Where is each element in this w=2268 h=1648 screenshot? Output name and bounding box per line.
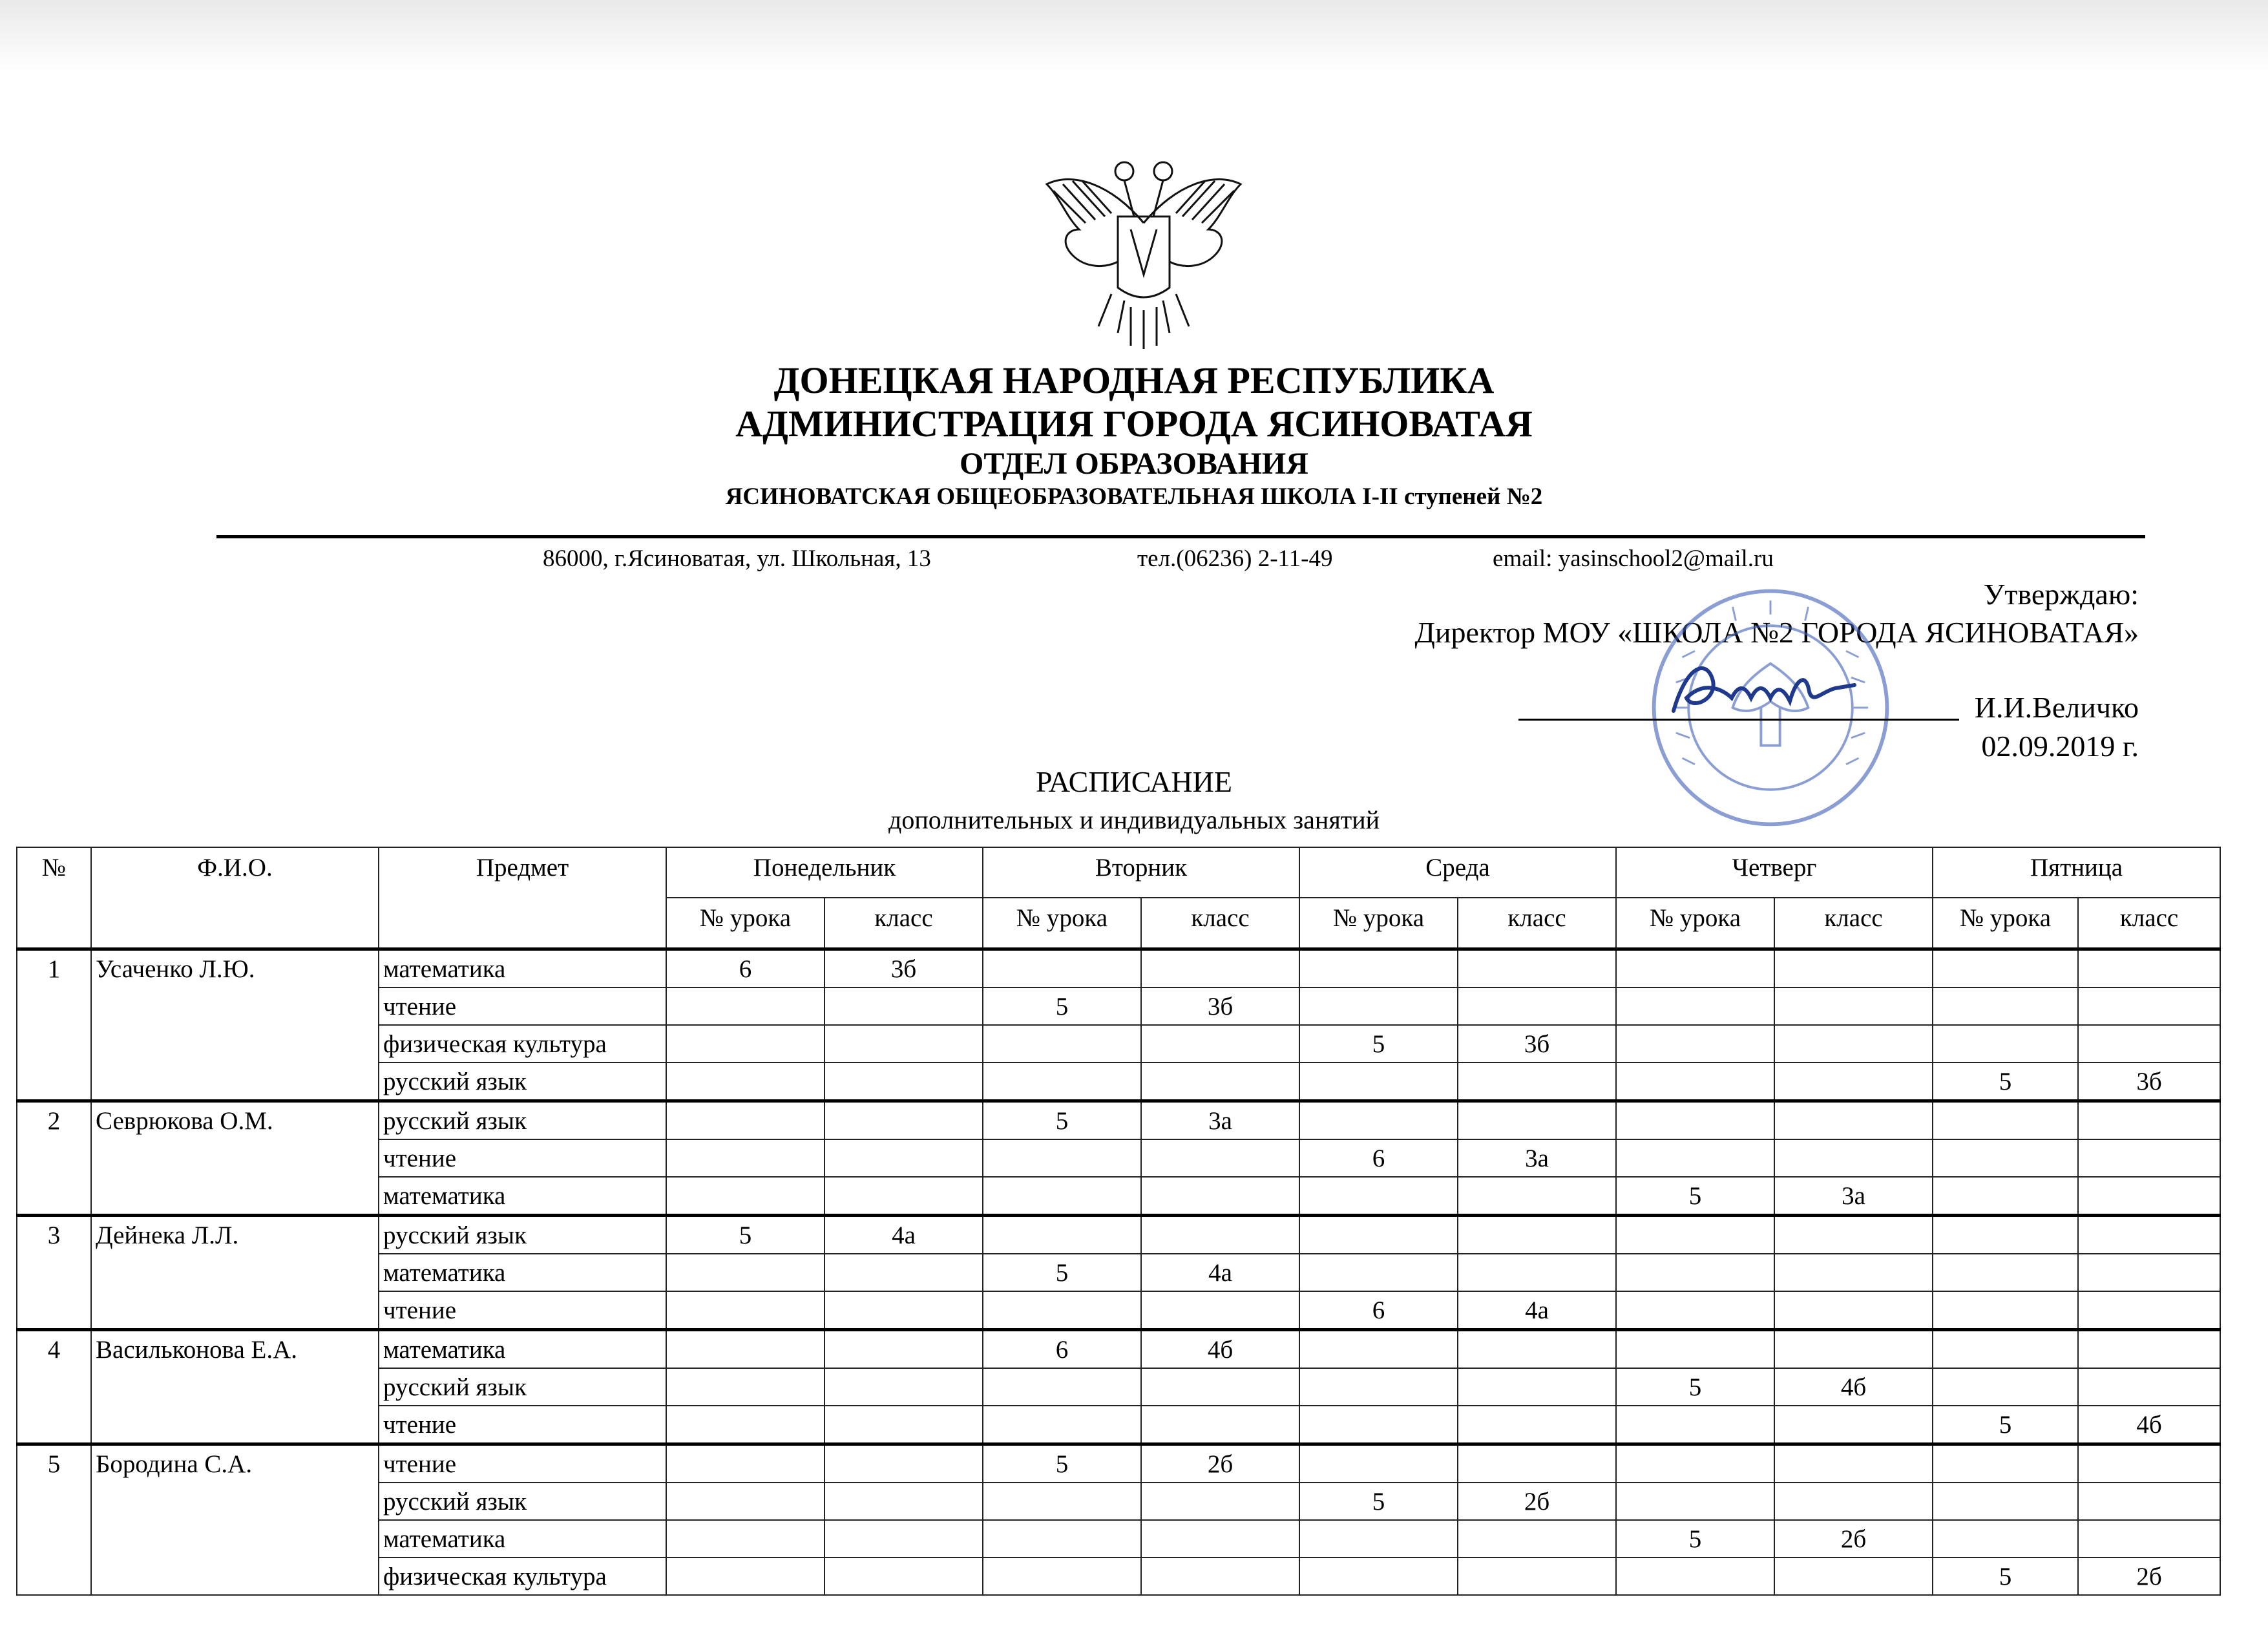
class-cell: [2078, 1483, 2220, 1520]
lesson-number-cell: [1616, 1444, 1774, 1483]
class-cell: [1458, 1254, 1616, 1291]
class-cell: [1458, 1368, 1616, 1406]
lesson-number-cell: 5: [1299, 1483, 1458, 1520]
class-cell: 3б: [1141, 988, 1299, 1025]
lesson-number-cell: 5: [1933, 1558, 2078, 1595]
class-cell: 4б: [1141, 1330, 1299, 1369]
lesson-number-cell: [1299, 988, 1458, 1025]
lesson-number-cell: 5: [666, 1216, 824, 1254]
class-cell: [1774, 1062, 1933, 1101]
header-subject: Предмет: [379, 847, 666, 949]
subject-cell: чтение: [379, 1139, 666, 1177]
class-cell: [1774, 949, 1933, 988]
lesson-number-cell: [983, 1406, 1141, 1444]
class-cell: [824, 1368, 983, 1406]
lesson-number-cell: [1299, 1062, 1458, 1101]
lesson-number-cell: 5: [1616, 1368, 1774, 1406]
school-phone: тел.(06236) 2-11-49: [1137, 545, 1333, 572]
lesson-number-cell: [1933, 1177, 2078, 1216]
subject-cell: русский язык: [379, 1483, 666, 1520]
lesson-number-cell: [983, 1558, 1141, 1595]
header-day: Среда: [1299, 847, 1616, 898]
class-cell: [824, 1406, 983, 1444]
lesson-number-cell: [1933, 1330, 2078, 1369]
header-class: класс: [2078, 898, 2220, 949]
class-cell: 4а: [1458, 1291, 1616, 1330]
class-cell: [2078, 1520, 2220, 1558]
header-row-days: [17, 847, 2220, 898]
teacher-name: Севрюкова О.М.: [91, 1101, 379, 1216]
approval-date: 02.09.2019 г.: [1981, 730, 2139, 763]
lesson-number-cell: [1933, 1444, 2078, 1483]
class-cell: [2078, 1025, 2220, 1062]
school-address: 86000, г.Ясиноватая, ул. Школьная, 13: [543, 545, 931, 572]
teacher-number: 5: [17, 1444, 91, 1596]
class-cell: [1141, 1520, 1299, 1558]
table-row: [17, 1330, 2220, 1369]
lesson-number-cell: [1299, 1177, 1458, 1216]
class-cell: [1774, 1216, 1933, 1254]
lesson-number-cell: [666, 1139, 824, 1177]
class-cell: [824, 1139, 983, 1177]
teacher-name: Дейнека Л.Л.: [91, 1216, 379, 1330]
lesson-number-cell: [666, 1406, 824, 1444]
lesson-number-cell: [1616, 1216, 1774, 1254]
class-cell: [2078, 988, 2220, 1025]
lesson-number-cell: [1616, 1330, 1774, 1369]
class-cell: 2б: [1774, 1520, 1933, 1558]
class-cell: 3б: [824, 949, 983, 988]
header-class: класс: [1458, 898, 1616, 949]
class-cell: [2078, 1101, 2220, 1140]
lesson-number-cell: [1299, 1520, 1458, 1558]
subject-cell: русский язык: [379, 1368, 666, 1406]
class-cell: [824, 1101, 983, 1140]
subject-cell: русский язык: [379, 1216, 666, 1254]
lesson-number-cell: 5: [983, 1254, 1141, 1291]
class-cell: [1458, 988, 1616, 1025]
class-cell: [1774, 1483, 1933, 1520]
lesson-number-cell: [1933, 1368, 2078, 1406]
subject-cell: математика: [379, 1177, 666, 1216]
letterhead-administration: АДМИНИСТРАЦИЯ ГОРОДА ЯСИНОВАТАЯ: [735, 403, 1533, 445]
class-cell: [824, 1025, 983, 1062]
class-cell: [824, 1444, 983, 1483]
class-cell: [2078, 949, 2220, 988]
header-class: класс: [1774, 898, 1933, 949]
lesson-number-cell: 5: [1616, 1177, 1774, 1216]
class-cell: 3б: [1458, 1025, 1616, 1062]
class-cell: [1141, 1368, 1299, 1406]
letterhead-republic: ДОНЕЦКАЯ НАРОДНАЯ РЕСПУБЛИКА: [773, 359, 1495, 401]
lesson-number-cell: [983, 1177, 1141, 1216]
header-class: класс: [1141, 898, 1299, 949]
header-day: Вторник: [983, 847, 1299, 898]
lesson-number-cell: [1933, 1254, 2078, 1291]
lesson-number-cell: [983, 1025, 1141, 1062]
lesson-number-cell: [1933, 1139, 2078, 1177]
class-cell: [2078, 1177, 2220, 1216]
header-day: Понедельник: [666, 847, 983, 898]
class-cell: [824, 1254, 983, 1291]
scan-edge-shadow: [0, 0, 2268, 71]
lesson-number-cell: [1933, 1520, 2078, 1558]
class-cell: 2б: [2078, 1558, 2220, 1595]
lesson-number-cell: [983, 1062, 1141, 1101]
approval-label: Утверждаю:: [1983, 578, 2139, 611]
subject-cell: физическая культура: [379, 1558, 666, 1595]
subject-cell: чтение: [379, 1444, 666, 1483]
class-cell: 4а: [824, 1216, 983, 1254]
class-cell: [1458, 1520, 1616, 1558]
lesson-number-cell: [983, 1216, 1141, 1254]
signature-line: [1518, 719, 1959, 721]
lesson-number-cell: [1933, 1291, 2078, 1330]
class-cell: 3а: [1141, 1101, 1299, 1140]
class-cell: [824, 1483, 983, 1520]
lesson-number-cell: [1933, 988, 2078, 1025]
class-cell: [1774, 1139, 1933, 1177]
lesson-number-cell: [1616, 988, 1774, 1025]
subject-cell: русский язык: [379, 1062, 666, 1101]
teacher-name: Бородина С.А.: [91, 1444, 379, 1596]
class-cell: [1458, 1216, 1616, 1254]
class-cell: [1141, 1406, 1299, 1444]
class-cell: [1458, 1558, 1616, 1595]
header-lesson-number: № урока: [666, 898, 824, 949]
class-cell: [1774, 1444, 1933, 1483]
lesson-number-cell: [1299, 1101, 1458, 1140]
teacher-name: Васильконова Е.А.: [91, 1330, 379, 1444]
teacher-number: 3: [17, 1216, 91, 1330]
table-row: [17, 1444, 2220, 1483]
lesson-number-cell: [666, 1558, 824, 1595]
class-cell: [1458, 1330, 1616, 1369]
subject-cell: чтение: [379, 988, 666, 1025]
lesson-number-cell: 6: [983, 1330, 1141, 1369]
class-cell: [1774, 1025, 1933, 1062]
lesson-number-cell: 6: [1299, 1291, 1458, 1330]
header-lesson-number: № урока: [1616, 898, 1774, 949]
lesson-number-cell: 6: [666, 949, 824, 988]
class-cell: [824, 1177, 983, 1216]
lesson-number-cell: [1299, 1368, 1458, 1406]
class-cell: [1774, 1254, 1933, 1291]
lesson-number-cell: [1933, 949, 2078, 988]
class-cell: [2078, 1139, 2220, 1177]
class-cell: [1141, 1025, 1299, 1062]
lesson-number-cell: [1933, 1101, 2078, 1140]
lesson-number-cell: 5: [1933, 1062, 2078, 1101]
class-cell: [2078, 1444, 2220, 1483]
lesson-number-cell: [666, 1368, 824, 1406]
class-cell: [1141, 1291, 1299, 1330]
class-cell: [1458, 1406, 1616, 1444]
lesson-number-cell: [666, 1177, 824, 1216]
class-cell: [1141, 949, 1299, 988]
class-cell: [2078, 1330, 2220, 1369]
class-cell: [1458, 949, 1616, 988]
teacher-number: 2: [17, 1101, 91, 1216]
lesson-number-cell: 6: [1299, 1139, 1458, 1177]
class-cell: [824, 988, 983, 1025]
teacher-name: Усаченко Л.Ю.: [91, 949, 379, 1101]
lesson-number-cell: [1616, 1254, 1774, 1291]
class-cell: [1141, 1216, 1299, 1254]
class-cell: [2078, 1368, 2220, 1406]
lesson-number-cell: [983, 1520, 1141, 1558]
class-cell: 3а: [1774, 1177, 1933, 1216]
lesson-number-cell: 5: [1299, 1025, 1458, 1062]
director-name: И.И.Величко: [1974, 691, 2139, 724]
lesson-number-cell: [666, 1520, 824, 1558]
class-cell: [824, 1062, 983, 1101]
lesson-number-cell: [1299, 1444, 1458, 1483]
lesson-number-cell: [1616, 1025, 1774, 1062]
subject-cell: физическая культура: [379, 1025, 666, 1062]
class-cell: [824, 1520, 983, 1558]
class-cell: [1774, 1291, 1933, 1330]
lesson-number-cell: [1299, 1254, 1458, 1291]
class-cell: [1141, 1177, 1299, 1216]
lesson-number-cell: 5: [983, 988, 1141, 1025]
document-title: РАСПИСАНИЕ: [1036, 765, 1232, 798]
class-cell: 4а: [1141, 1254, 1299, 1291]
lesson-number-cell: [1616, 1483, 1774, 1520]
lesson-number-cell: [983, 1483, 1141, 1520]
lesson-number-cell: [1299, 1330, 1458, 1369]
class-cell: [1774, 1101, 1933, 1140]
lesson-number-cell: [1616, 949, 1774, 988]
teacher-number: 1: [17, 949, 91, 1101]
class-cell: [1141, 1062, 1299, 1101]
class-cell: [1141, 1483, 1299, 1520]
table-row: [17, 1216, 2220, 1254]
class-cell: [1774, 1330, 1933, 1369]
lesson-number-cell: [983, 1291, 1141, 1330]
class-cell: [2078, 1216, 2220, 1254]
lesson-number-cell: [983, 1139, 1141, 1177]
lesson-number-cell: [1616, 1558, 1774, 1595]
lesson-number-cell: [666, 1483, 824, 1520]
class-cell: [1141, 1558, 1299, 1595]
schedule-table: [16, 847, 2221, 1596]
lesson-number-cell: [666, 1254, 824, 1291]
class-cell: [1458, 1062, 1616, 1101]
lesson-number-cell: [666, 1025, 824, 1062]
lesson-number-cell: [1933, 1216, 2078, 1254]
lesson-number-cell: [666, 1062, 824, 1101]
lesson-number-cell: [1299, 1558, 1458, 1595]
lesson-number-cell: [666, 988, 824, 1025]
teacher-number: 4: [17, 1330, 91, 1444]
lesson-number-cell: [1616, 1139, 1774, 1177]
lesson-number-cell: 5: [983, 1101, 1141, 1140]
header-lesson-number: № урока: [1933, 898, 2078, 949]
letterhead-school: ЯСИНОВАТСКАЯ ОБЩЕОБРАЗОВАТЕЛЬНАЯ ШКОЛА I-II ступеней №2: [725, 483, 1543, 510]
class-cell: [1774, 1558, 1933, 1595]
header-fio: Ф.И.О.: [91, 847, 379, 949]
lesson-number-cell: 5: [1616, 1520, 1774, 1558]
class-cell: [824, 1558, 983, 1595]
class-cell: 4б: [1774, 1368, 1933, 1406]
class-cell: [1774, 1406, 1933, 1444]
header-lesson-number: № урока: [983, 898, 1141, 949]
header-lesson-number: № урока: [1299, 898, 1458, 949]
header-num: №: [17, 847, 91, 949]
school-email: email: yasinschool2@mail.ru: [1493, 545, 1774, 572]
lesson-number-cell: [1616, 1291, 1774, 1330]
class-cell: [2078, 1254, 2220, 1291]
lesson-number-cell: [1299, 1216, 1458, 1254]
subject-cell: чтение: [379, 1406, 666, 1444]
class-cell: [824, 1291, 983, 1330]
document-subtitle: дополнительных и индивидуальных занятий: [888, 805, 1380, 834]
header-class: класс: [824, 898, 983, 949]
letterhead-department: ОТДЕЛ ОБРАЗОВАНИЯ: [960, 447, 1308, 481]
lesson-number-cell: [983, 1368, 1141, 1406]
lesson-number-cell: [666, 1444, 824, 1483]
class-cell: [2078, 1291, 2220, 1330]
class-cell: [1141, 1139, 1299, 1177]
class-cell: [824, 1330, 983, 1369]
lesson-number-cell: [1933, 1025, 2078, 1062]
class-cell: 2б: [1141, 1444, 1299, 1483]
lesson-number-cell: 5: [1933, 1406, 2078, 1444]
lesson-number-cell: [1933, 1483, 2078, 1520]
subject-cell: чтение: [379, 1291, 666, 1330]
lesson-number-cell: 5: [983, 1444, 1141, 1483]
lesson-number-cell: [1616, 1406, 1774, 1444]
lesson-number-cell: [1299, 949, 1458, 988]
class-cell: [1458, 1444, 1616, 1483]
lesson-number-cell: [983, 949, 1141, 988]
lesson-number-cell: [666, 1330, 824, 1369]
table-row: [17, 949, 2220, 988]
coat-of-arms-emblem: [1034, 145, 1254, 352]
header-day: Пятница: [1933, 847, 2220, 898]
subject-cell: математика: [379, 1254, 666, 1291]
lesson-number-cell: [1616, 1062, 1774, 1101]
lesson-number-cell: [666, 1101, 824, 1140]
table-row: [17, 1101, 2220, 1140]
letterhead-divider: [216, 535, 2145, 538]
subject-cell: математика: [379, 1520, 666, 1558]
class-cell: [1774, 988, 1933, 1025]
lesson-number-cell: [1616, 1101, 1774, 1140]
class-cell: 4б: [2078, 1406, 2220, 1444]
lesson-number-cell: [666, 1291, 824, 1330]
subject-cell: математика: [379, 949, 666, 988]
lesson-number-cell: [1299, 1406, 1458, 1444]
class-cell: 2б: [1458, 1483, 1616, 1520]
approval-position: Директор МОУ «ШКОЛА №2 ГОРОДА ЯСИНОВАТАЯ»: [1414, 616, 2139, 649]
subject-cell: математика: [379, 1330, 666, 1369]
header-day: Четверг: [1616, 847, 1933, 898]
class-cell: 3а: [1458, 1139, 1616, 1177]
class-cell: [1458, 1101, 1616, 1140]
class-cell: [1458, 1177, 1616, 1216]
subject-cell: русский язык: [379, 1101, 666, 1140]
class-cell: 3б: [2078, 1062, 2220, 1101]
